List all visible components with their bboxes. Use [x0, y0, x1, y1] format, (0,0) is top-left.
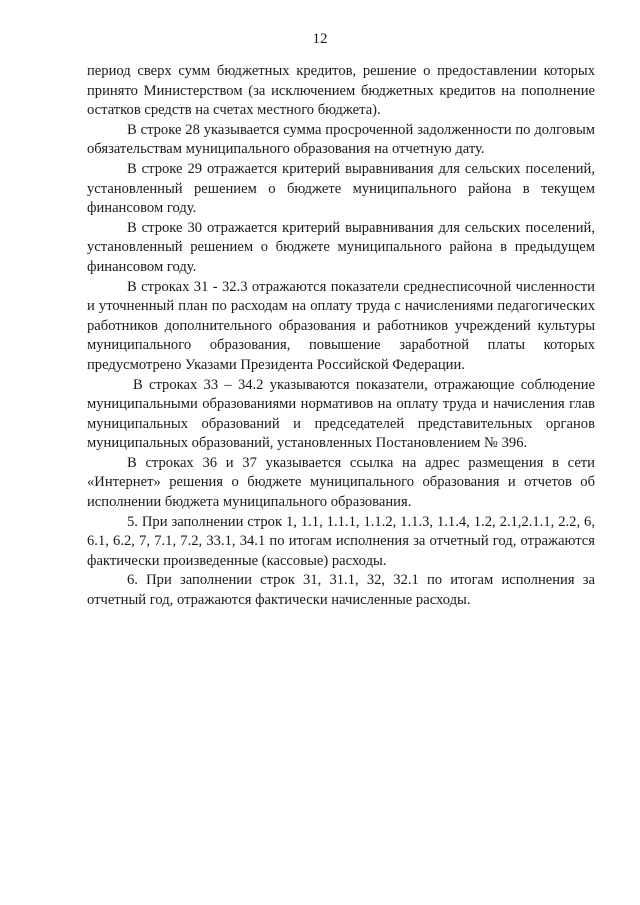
paragraph-item-6: 6. При заполнении строк 31, 31.1, 32, 32.1 по итогам исполнения за отчетный год, отражаются фактически начисленные расходы.: [87, 572, 595, 609]
document-body: [87, 62, 595, 611]
paragraph-lines-36-37: В строках 36 и 37 указывается ссылка на адрес размещения в сети «Интернет» решения о бюджете муниципального образования и отчетов об исполнении бюджета муниципального образования.: [87, 454, 595, 511]
paragraph-lines-33-34: В строках 33 – 34.2 указываются показатели, отражающие соблюдение муниципальными образованиями нормативов на оплату труда и начисления глав муниципальных образований и председателей представительных органов муниципальных образований, установленных Постановлением № 396.: [87, 376, 595, 452]
paragraph-continuation: период сверх сумм бюджетных кредитов, решение о предоставлении которых принято Министерством (за исключением бюджетных кредитов на пополнение остатков средств на счетах местного бюджета).: [87, 63, 595, 119]
paragraph-lines-31-32: В строках 31 - 32.3 отражаются показатели среднесписочной численности и уточненный план по расходам на оплату труда с начислениями педагогических работников дополнительного образования и работников учреждений культуры муниципального образования, повышение заработной платы которых предусмотрено Указами Президента Российской Федерации.: [87, 278, 595, 373]
paragraph-line-29: В строке 29 отражается критерий выравнивания для сельских поселений, установленный решением о бюджете муниципального района в текущем финансовом году.: [87, 160, 595, 217]
paragraph-item-5: 5. При заполнении строк 1, 1.1, 1.1.1, 1.1.2, 1.1.3, 1.1.4, 1.2, 2.1,2.1.1, 2.2, 6, 6.1, 6.2, 7, 7.1, 7.2, 33.1, 34.1 по итогам исполнения за отчетный год, отражаются фактически произведенные (кассовые) расходы.: [87, 513, 595, 569]
paragraph-line-28: В строке 28 указывается сумма просроченной задолженности по долговым обязательствам муниципального образования на отчетную дату.: [87, 121, 595, 158]
paragraph-line-30: В строке 30 отражается критерий выравнивания для сельских поселений, установленный решением о бюджете муниципального района в предыдущем финансовом году.: [87, 219, 595, 275]
page-number: 12: [312, 31, 328, 47]
